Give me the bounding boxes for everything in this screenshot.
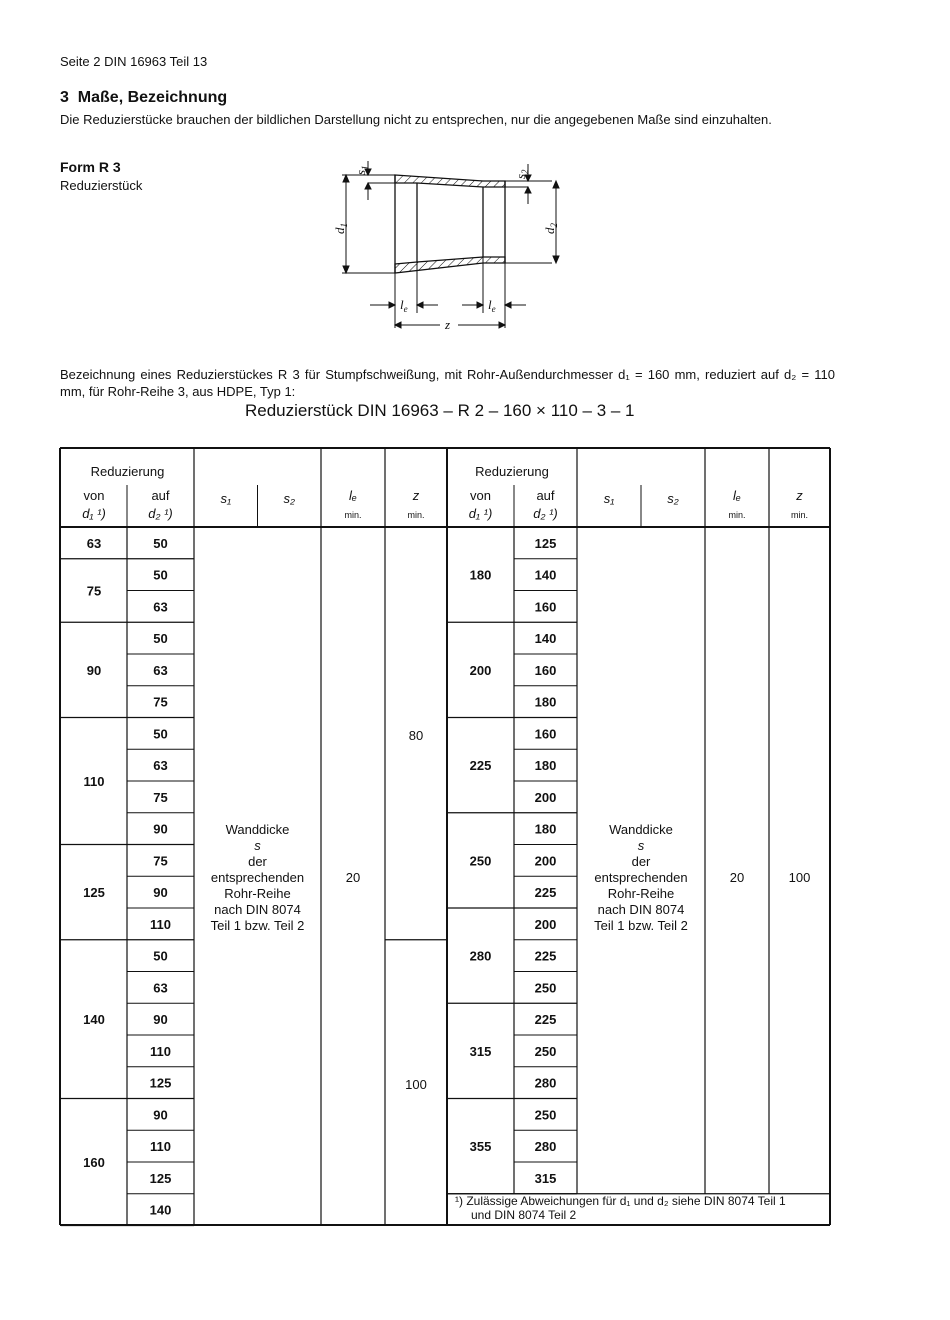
right-von-315: 315 — [469, 1043, 492, 1059]
header-z: z — [412, 488, 420, 503]
right-auf-180: 180 — [534, 694, 557, 710]
footnote-line-2: und DIN 8074 Teil 2 — [471, 1208, 577, 1222]
right-auf-200: 200 — [534, 789, 557, 805]
left-auf-140: 140 — [149, 1202, 172, 1218]
right-auf-225: 225 — [534, 948, 557, 964]
right-wall-text-6: Teil 1 bzw. Teil 2 — [594, 918, 688, 933]
left-wall-text-0: Wanddicke — [225, 822, 290, 837]
header-von: von — [83, 488, 105, 503]
right-wall-text-3: entsprechenden — [594, 870, 688, 885]
left-auf-125: 125 — [149, 1170, 172, 1186]
left-von-110: 110 — [83, 774, 105, 789]
header-von: von — [470, 488, 491, 503]
right-auf-250: 250 — [534, 1107, 557, 1123]
header-s1: s₁ — [603, 491, 615, 506]
left-auf-75: 75 — [153, 694, 168, 710]
header-auf: auf — [151, 488, 170, 503]
right-auf-315: 315 — [534, 1170, 557, 1186]
left-auf-110: 110 — [150, 916, 171, 932]
right-von-200: 200 — [469, 662, 492, 678]
left-von-63: 63 — [86, 535, 102, 551]
header-le-min: min. — [728, 510, 746, 520]
footnote-line-1: ¹) Zulässige Abweichungen für d₁ und d₂ siehe DIN 8074 Teil 1 — [455, 1194, 786, 1208]
right-auf-225: 225 — [534, 1012, 557, 1028]
left-von-140: 140 — [83, 1012, 105, 1028]
left-von-160: 160 — [83, 1155, 105, 1170]
right-wall-text-5: nach DIN 8074 — [597, 902, 685, 917]
right-z-100: 100 — [788, 870, 811, 885]
label-s2: $s_2$ — [513, 169, 530, 179]
dimension-lines — [342, 161, 559, 328]
left-wall-text-6: Teil 1 bzw. Teil 2 — [210, 918, 305, 933]
left-auf-63: 63 — [153, 599, 168, 615]
right-von-280: 280 — [469, 948, 492, 964]
header-le: lₑ — [733, 488, 741, 503]
left-wall-text-2: der — [248, 854, 267, 869]
left-von-125: 125 — [83, 885, 105, 901]
right-auf-160: 160 — [534, 599, 557, 615]
right-wall-text-4: Rohr-Reihe — [607, 886, 675, 901]
designation-text: Bezeichnung eines Reduzierstückes R 3 für Stumpfschweißung, mit Rohr-Außendurchmesser d₁ = 160 mm, reduziert auf d₂ = 110 mm, für Rohr-Reihe 3, aus HDPE, Typ 1: — [60, 367, 835, 399]
left-auf-63: 63 — [153, 662, 168, 678]
header-z: z — [796, 488, 803, 503]
header-d1: d₁ ¹) — [82, 506, 106, 521]
left-auf-50: 50 — [153, 567, 168, 583]
left-z-80: 80 — [408, 728, 424, 743]
section-intro: Die Reduzierstücke brauchen der bildlichen Darstellung nicht zu entsprechen, nur die angegebenen Maße sind einzuhalten. — [60, 112, 772, 127]
right-wall-text-2: der — [631, 854, 651, 869]
header-d2: d₂ ¹) — [148, 506, 173, 521]
left-auf-90: 90 — [153, 1107, 168, 1123]
label-s1: $s_1$ — [353, 165, 370, 175]
header-le-min: min. — [344, 510, 362, 520]
header-le: lₑ — [349, 488, 357, 503]
left-auf-90: 90 — [153, 821, 168, 837]
label-le-right: $l_e$ — [488, 297, 496, 314]
reducer-body — [395, 175, 505, 273]
dimension-table — [59, 447, 834, 1227]
label-z: z — [445, 317, 451, 332]
header-s2: s₂ — [283, 491, 295, 506]
right-le-value: 20 — [729, 870, 745, 885]
form-name: Form R 3 — [60, 159, 121, 175]
right-von-250: 250 — [469, 853, 492, 869]
left-auf-50: 50 — [153, 535, 168, 551]
header-auf: auf — [536, 488, 555, 503]
label-d2: $d_2$ — [542, 223, 559, 234]
header-z-min: min. — [790, 510, 809, 520]
header-s2: s₂ — [667, 491, 679, 506]
right-auf-125: 125 — [534, 535, 557, 551]
left-auf-50: 50 — [153, 948, 168, 964]
header-reduzierung: Reduzierung — [475, 464, 549, 479]
left-auf-63: 63 — [153, 980, 168, 996]
left-auf-125: 125 — [149, 1075, 172, 1091]
right-auf-280: 280 — [534, 1075, 557, 1091]
right-auf-180: 180 — [534, 821, 557, 837]
left-auf-75: 75 — [153, 789, 168, 805]
left-wall-text-3: entsprechenden — [210, 870, 305, 885]
left-auf-90: 90 — [153, 885, 168, 901]
left-z-100: 100 — [405, 1077, 427, 1092]
section-title-text: Maße, Bezeichnung — [77, 89, 228, 106]
right-auf-225: 225 — [534, 885, 557, 901]
left-auf-90: 90 — [153, 1012, 168, 1028]
left-auf-110: 110 — [150, 1139, 171, 1155]
page-header: Seite 2 DIN 16963 Teil 13 — [60, 54, 208, 69]
right-wall-text-1: s — [637, 838, 645, 853]
left-auf-50: 50 — [153, 631, 168, 647]
right-auf-140: 140 — [534, 631, 557, 647]
left-le-value: 20 — [345, 870, 361, 885]
designation-code: Reduzierstück DIN 16963 – R 2 – 160 × 110 – 3 – 1 — [245, 401, 635, 420]
form-subtitle: Reduzierstück — [60, 178, 143, 193]
section-number: 3 — [60, 89, 69, 106]
left-wall-text-1: s — [254, 838, 261, 853]
left-von-90: 90 — [86, 662, 102, 678]
right-von-180: 180 — [469, 567, 492, 583]
left-auf-50: 50 — [153, 726, 168, 742]
right-auf-140: 140 — [534, 567, 557, 583]
header-z-min: min. — [407, 510, 425, 520]
right-auf-280: 280 — [534, 1139, 557, 1155]
right-von-225: 225 — [469, 758, 492, 774]
label-d1: $d_1$ — [332, 223, 349, 234]
right-von-355: 355 — [469, 1139, 492, 1155]
right-auf-250: 250 — [534, 1043, 557, 1059]
header-d1: d₁ ¹) — [468, 506, 493, 521]
left-auf-63: 63 — [153, 758, 168, 774]
header-s1: s₁ — [220, 491, 232, 506]
right-auf-160: 160 — [534, 726, 557, 742]
section-title — [60, 89, 227, 107]
left-auf-75: 75 — [153, 853, 168, 869]
left-wall-text-5: nach DIN 8074 — [214, 902, 301, 917]
right-auf-250: 250 — [534, 980, 557, 996]
header-reduzierung: Reduzierung — [90, 464, 165, 479]
label-le-left: $l_e$ — [400, 297, 408, 314]
right-auf-200: 200 — [534, 916, 557, 932]
right-auf-200: 200 — [534, 853, 557, 869]
left-wall-text-4: Rohr-Reihe — [224, 886, 291, 901]
dimension-labels — [332, 165, 559, 332]
left-von-75: 75 — [86, 583, 102, 599]
right-wall-text-0: Wanddicke — [609, 822, 673, 837]
right-auf-160: 160 — [534, 662, 557, 678]
header-d2: d₂ ¹) — [533, 506, 558, 521]
left-auf-110: 110 — [150, 1043, 171, 1059]
reducer-drawing — [320, 148, 560, 338]
right-auf-180: 180 — [534, 758, 557, 774]
